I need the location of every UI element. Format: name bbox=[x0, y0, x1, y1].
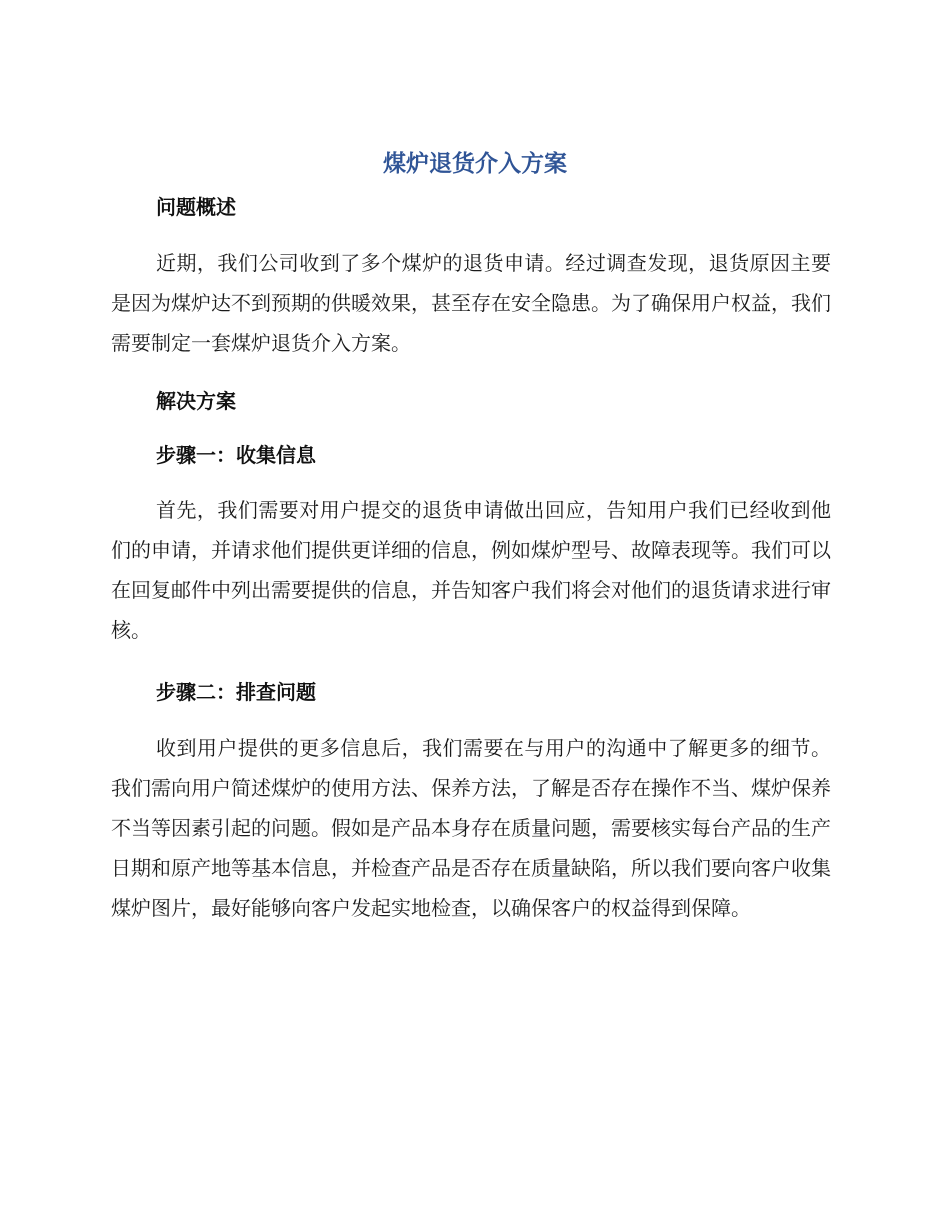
section-heading-solution: 解决方案 bbox=[156, 389, 236, 413]
section-heading-step-two: 步骤二：排查问题 bbox=[156, 680, 316, 704]
section-paragraph-overview: 近期，我们公司收到了多个煤炉的退货申请。经过调查发现，退货原因主要是因为煤炉达不到预期的供暖效果，甚至存在安全隐患。为了确保用户权益，我们需要制定一套煤炉退货介入方案。 bbox=[111, 251, 831, 355]
section-paragraph-step-one: 首先，我们需要对用户提交的退货申请做出回应，告知用户我们已经收到他们的申请，并请求他们提供更详细的信息，例如煤炉型号、故障表现等。我们可以在回复邮件中列出需要提供的信息，并告知客户我们将会对他们的退货请求进行审核。 bbox=[111, 498, 831, 642]
section-heading-step-one: 步骤一：收集信息 bbox=[156, 443, 316, 467]
section-paragraph-step-two: 收到用户提供的更多信息后，我们需要在与用户的沟通中了解更多的细节。我们需向用户简述煤炉的使用方法、保养方法，了解是否存在操作不当、煤炉保养不当等因素引起的问题。假如是产品本身存在质量问题，需要核实每台产品的生产日期和原产地等基本信息，并检查产品是否存在质量缺陷，所以我们要向客户收集煤炉图片，最好能够向客户发起实地检查，以确保客户的权益得到保障。 bbox=[111, 736, 831, 920]
document-title: 煤炉退货介入方案 bbox=[383, 151, 567, 177]
section-heading-overview: 问题概述 bbox=[156, 195, 236, 219]
